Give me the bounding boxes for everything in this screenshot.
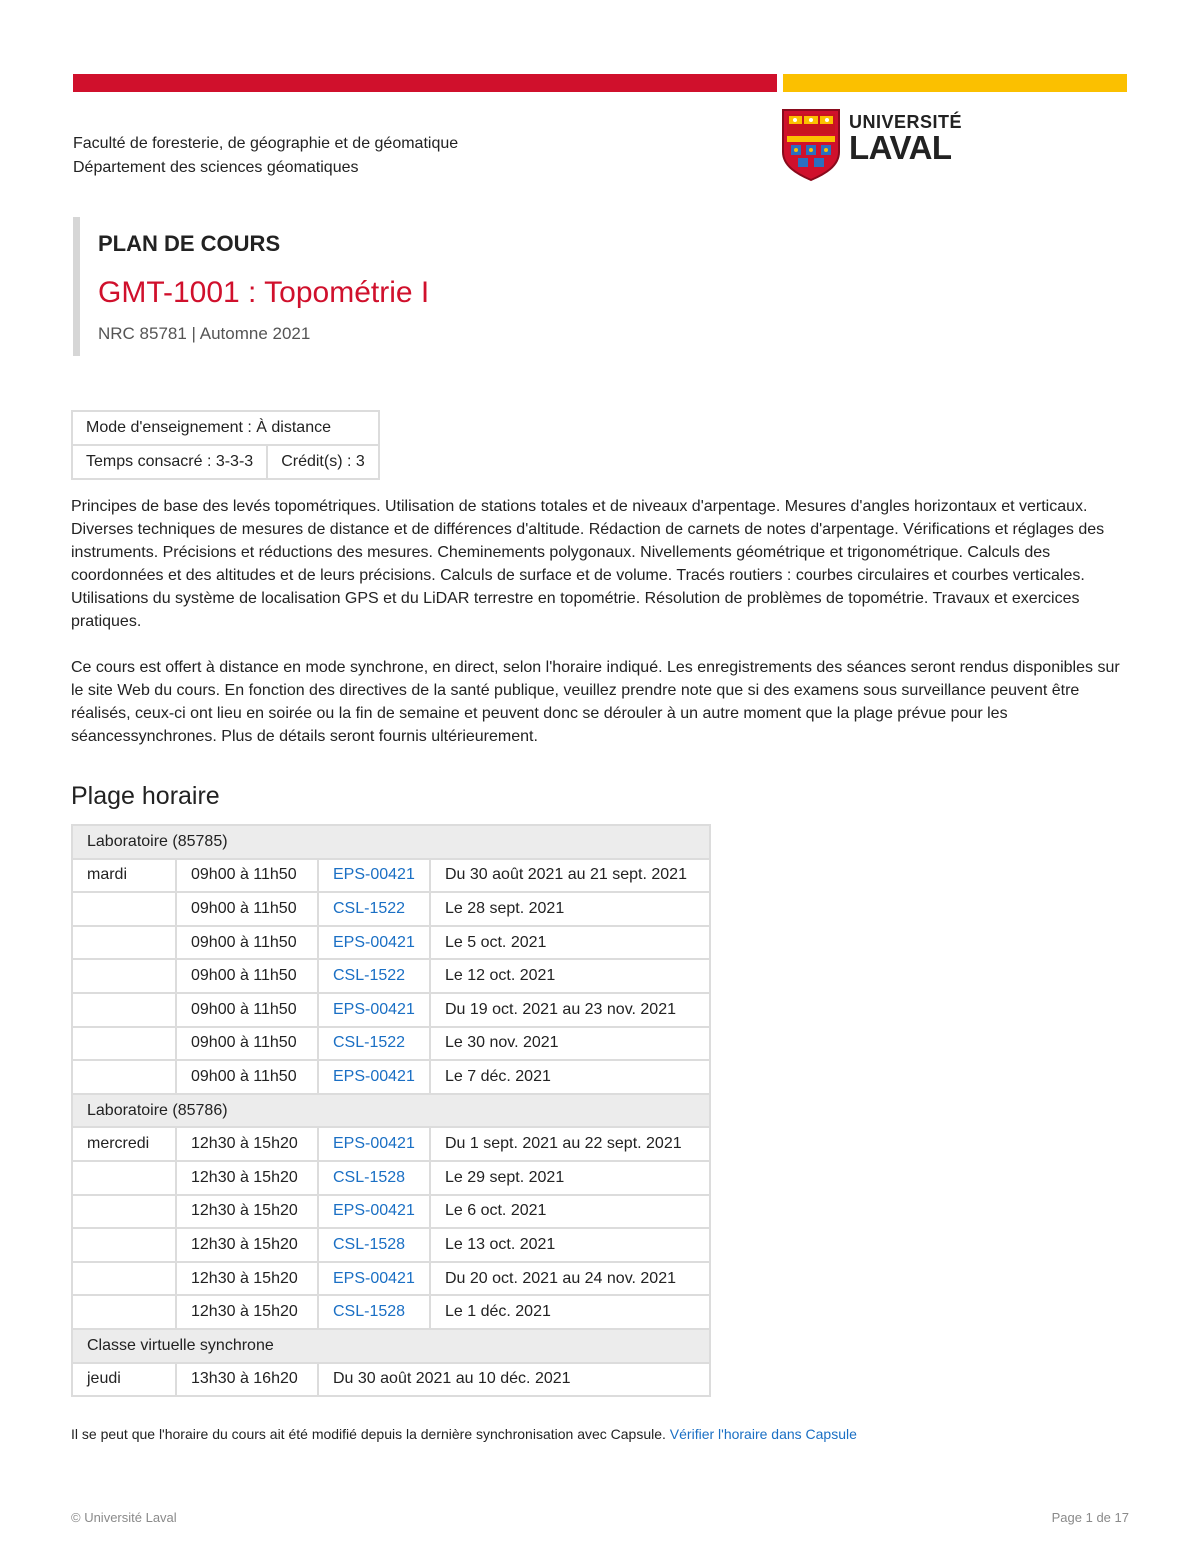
schedule-row <box>72 1127 710 1161</box>
room-link[interactable]: CSL-1522 <box>333 899 406 917</box>
header-red-bar <box>73 74 777 92</box>
schedule-group-row <box>72 1329 710 1363</box>
room-link[interactable]: CSL-1528 <box>333 1168 406 1186</box>
schedule-time: 12h30 à 15h20 <box>176 1295 318 1329</box>
schedule-room-cell <box>318 1262 430 1296</box>
schedule-group-row <box>72 825 710 859</box>
time-allocation: Temps consacré : 3-3-3 <box>72 445 267 479</box>
schedule-group-name: Laboratoire (85786) <box>72 1094 710 1128</box>
schedule-dates: Du 30 août 2021 au 10 déc. 2021 <box>318 1363 710 1397</box>
department-name: Département des sciences géomatiques <box>73 159 359 176</box>
schedule-time: 09h00 à 11h50 <box>176 1060 318 1094</box>
schedule-dates: Le 12 oct. 2021 <box>430 959 710 993</box>
schedule-day <box>72 1228 176 1262</box>
schedule-row <box>72 1228 710 1262</box>
schedule-group-name: Laboratoire (85785) <box>72 825 710 859</box>
university-logo <box>781 108 961 182</box>
schedule-dates: Le 28 sept. 2021 <box>430 892 710 926</box>
schedule-day <box>72 1060 176 1094</box>
footer-page-number: Page 1 de 17 <box>1051 1510 1129 1525</box>
schedule-dates: Du 30 août 2021 au 21 sept. 2021 <box>430 859 710 893</box>
schedule-table <box>71 824 711 1397</box>
schedule-row <box>72 1027 710 1061</box>
schedule-row <box>72 1295 710 1329</box>
schedule-row <box>72 1262 710 1296</box>
schedule-day <box>72 1027 176 1061</box>
course-description <box>71 495 1131 771</box>
teaching-mode: Mode d'enseignement : À distance <box>72 411 379 445</box>
schedule-dates: Le 29 sept. 2021 <box>430 1161 710 1195</box>
schedule-time: 09h00 à 11h50 <box>176 859 318 893</box>
schedule-group-name: Classe virtuelle synchrone <box>72 1329 710 1363</box>
course-mode-table <box>71 410 380 480</box>
schedule-room-cell <box>318 892 430 926</box>
schedule-room-cell <box>318 1060 430 1094</box>
schedule-day <box>72 959 176 993</box>
schedule-row <box>72 926 710 960</box>
room-link[interactable]: EPS-00421 <box>333 1135 415 1153</box>
schedule-row <box>72 1060 710 1094</box>
schedule-row <box>72 993 710 1027</box>
schedule-group-row <box>72 1094 710 1128</box>
title-block <box>73 217 673 356</box>
schedule-room-cell <box>318 859 430 893</box>
description-paragraph: Ce cours est offert à distance en mode synchrone, en direct, selon l'horaire indiqué. Les enregistrements des séances seront rendus disponibles sur le site Web du cours. En fonction des directives de la santé publique, veuillez prendre note que si des examens sous surveillance peuvent être réalisés, ceux-ci ont lieu en soirée ou la fin de semaine et peuvent donc se dérouler à un autre moment que la plage prévue pour les séancessynchrones. Plus de détails seront fournis ultérieurement. <box>71 659 1120 745</box>
schedule-day <box>72 926 176 960</box>
description-paragraph: Principes de base des levés topométriques. Utilisation de stations totales et de niveaux d'arpentage. Mesures d'angles horizontaux et verticaux. Diverses techniques de mesures de distance et de différences d'altitude. Rédaction de carnets de notes d'arpentage. Vérifications et réglages des instruments. Précisions et réductions des mesures. Cheminements polygonaux. Nivellements géométrique et trigonométrique. Calculs des coordonnées et des altitudes et de leurs précisions. Calculs de surface et de volume. Tracés routiers : courbes circulaires et courbes verticales. Utilisations du système de localisation GPS et du LiDAR terrestre en topométrie. Résolution de problèmes de topométrie. Travaux et exercices pratiques. <box>71 498 1105 630</box>
schedule-dates: Le 13 oct. 2021 <box>430 1228 710 1262</box>
room-link[interactable]: CSL-1528 <box>333 1235 406 1253</box>
schedule-time: 09h00 à 11h50 <box>176 959 318 993</box>
schedule-time: 09h00 à 11h50 <box>176 1027 318 1061</box>
schedule-room-cell <box>318 1161 430 1195</box>
room-link[interactable]: CSL-1522 <box>333 967 406 985</box>
schedule-dates: Le 6 oct. 2021 <box>430 1195 710 1229</box>
note-text: Il se peut que l'horaire du cours ait été modifié depuis la dernière synchronisation avec Capsule. <box>71 1426 666 1442</box>
schedule-day <box>72 993 176 1027</box>
schedule-time: 12h30 à 15h20 <box>176 1127 318 1161</box>
schedule-row <box>72 1363 710 1397</box>
room-link[interactable]: EPS-00421 <box>333 1000 415 1018</box>
schedule-heading: Plage horaire <box>71 782 220 810</box>
schedule-row <box>72 1195 710 1229</box>
schedule-dates: Le 30 nov. 2021 <box>430 1027 710 1061</box>
schedule-day <box>72 1161 176 1195</box>
schedule-day: mercredi <box>72 1127 176 1161</box>
schedule-dates: Du 20 oct. 2021 au 24 nov. 2021 <box>430 1262 710 1296</box>
schedule-dates: Le 5 oct. 2021 <box>430 926 710 960</box>
schedule-room-cell <box>318 1127 430 1161</box>
schedule-room-cell <box>318 1295 430 1329</box>
verify-schedule-link[interactable]: Vérifier l'horaire dans Capsule <box>669 1426 857 1442</box>
schedule-row <box>72 892 710 926</box>
room-link[interactable]: EPS-00421 <box>333 866 415 884</box>
schedule-time: 12h30 à 15h20 <box>176 1195 318 1229</box>
schedule-time: 09h00 à 11h50 <box>176 993 318 1027</box>
document-label: PLAN DE COURS <box>98 231 281 256</box>
schedule-row <box>72 959 710 993</box>
coat-of-arms-icon <box>781 108 841 182</box>
room-link[interactable]: CSL-1528 <box>333 1303 406 1321</box>
schedule-room-cell <box>318 926 430 960</box>
schedule-day <box>72 1195 176 1229</box>
schedule-day <box>72 1295 176 1329</box>
schedule-time: 09h00 à 11h50 <box>176 926 318 960</box>
faculty-name: Faculté de foresterie, de géographie et de géomatique <box>73 135 459 152</box>
room-link[interactable]: EPS-00421 <box>333 1269 415 1287</box>
schedule-time: 12h30 à 15h20 <box>176 1161 318 1195</box>
course-subtitle: NRC 85781 | Automne 2021 <box>98 324 311 343</box>
schedule-day: jeudi <box>72 1363 176 1397</box>
logo-text-top: UNIVERSITÉ <box>849 112 963 132</box>
schedule-time: 09h00 à 11h50 <box>176 892 318 926</box>
faculty-block <box>73 132 458 180</box>
schedule-time: 13h30 à 16h20 <box>176 1363 318 1397</box>
room-link[interactable]: EPS-00421 <box>333 1202 415 1220</box>
schedule-room-cell <box>318 1027 430 1061</box>
schedule-day <box>72 1262 176 1296</box>
room-link[interactable]: EPS-00421 <box>333 933 415 951</box>
schedule-room-cell <box>318 1228 430 1262</box>
schedule-dates: Le 7 déc. 2021 <box>430 1060 710 1094</box>
schedule-day <box>72 892 176 926</box>
header-yellow-bar <box>783 74 1127 92</box>
course-title: GMT-1001 : Topométrie I <box>98 276 430 309</box>
schedule-time: 12h30 à 15h20 <box>176 1262 318 1296</box>
schedule-dates: Du 1 sept. 2021 au 22 sept. 2021 <box>430 1127 710 1161</box>
logo-text-bottom: LAVAL <box>849 129 952 166</box>
schedule-note <box>71 1424 857 1444</box>
schedule-dates: Du 19 oct. 2021 au 23 nov. 2021 <box>430 993 710 1027</box>
schedule-dates: Le 1 déc. 2021 <box>430 1295 710 1329</box>
schedule-row <box>72 859 710 893</box>
footer-copyright: © Université Laval <box>71 1510 177 1525</box>
room-link[interactable]: CSL-1522 <box>333 1034 406 1052</box>
credits: Crédit(s) : 3 <box>267 445 379 479</box>
schedule-time: 12h30 à 15h20 <box>176 1228 318 1262</box>
room-link[interactable]: EPS-00421 <box>333 1067 415 1085</box>
schedule-row <box>72 1161 710 1195</box>
schedule-room-cell <box>318 1195 430 1229</box>
schedule-room-cell <box>318 993 430 1027</box>
schedule-day: mardi <box>72 859 176 893</box>
schedule-room-cell <box>318 959 430 993</box>
